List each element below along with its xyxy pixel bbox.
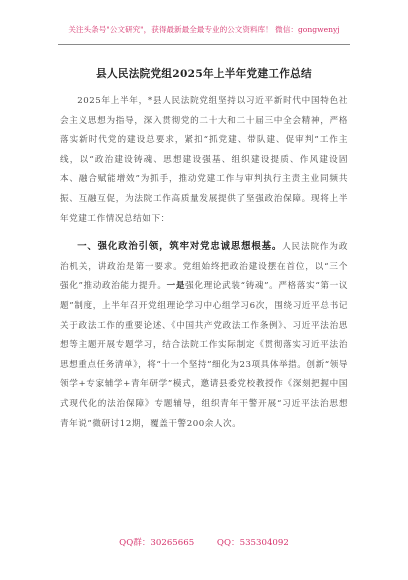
- section-1-heading: 一、强化政治引领，筑牢对党忠诚思想根基。: [77, 241, 283, 253]
- intro-paragraph: 2025年上半年，*县人民法院党组坚持以习近平新时代中国特色社会主义思想为指导，深入贯彻党的二十大和二十届三中全会精神，严格落实新时代党的建设总要求，紧扣“抓党建、带队建、促审判”工作主线，以“政治建设铸魂、思想建设强基、组织建设提质、作风建设固本、融合赋能增效”为抓手，推动党建工作与审判执行主责主业同频共振、互融互促，为法院工作高质量发展提供了坚强政治保障。现将上半年党建工作情况总结如下：: [60, 96, 348, 224]
- section-1-paragraph: [60, 237, 348, 434]
- section-1-text: 人民法院作为政治机关，讲政治是第一要求。党组始终把政治建设摆在首位，以“三个强化”推动政治能力提升。: [60, 242, 348, 292]
- footer-contact: [0, 536, 408, 548]
- document-body: [60, 92, 348, 442]
- footer-qq: QQ：535304092: [216, 538, 289, 548]
- header-divider: [58, 44, 350, 45]
- section-1-sub-lead: 一是: [166, 281, 186, 292]
- document-title: 县人民法院党组2025年上半年党建工作总结: [96, 68, 312, 80]
- footer-qq-group: QQ群：30265665: [119, 538, 195, 548]
- header-promo-note: 关注头条号"公文研究"，获得最新最全最专业的公文资料库！ 微信：gongwenyj: [68, 25, 340, 34]
- section-1-sub-text: 强化理论武装“铸魂”。严格落实“第一议题”制度，上半年召开党组理论学习中心组学习6次，围绕习近平总书记关于政法工作的重要论述、《中国共产党政法工作条例》、习近平法治思想等主题开展专题学习，结合法院工作实际制定《贯彻落实习近平法治思想重点任务清单》，将“十一个坚持”细化为23项具体举措。创新“领导领学+专家辅学+青年研学”模式，邀请县委党校教授作《深刻把握中国式现代化的法治保障》专题辅导，组织青年干警开展“习近平法治思想青年说”微研讨12期，覆盖干警200余人次。: [60, 281, 348, 429]
